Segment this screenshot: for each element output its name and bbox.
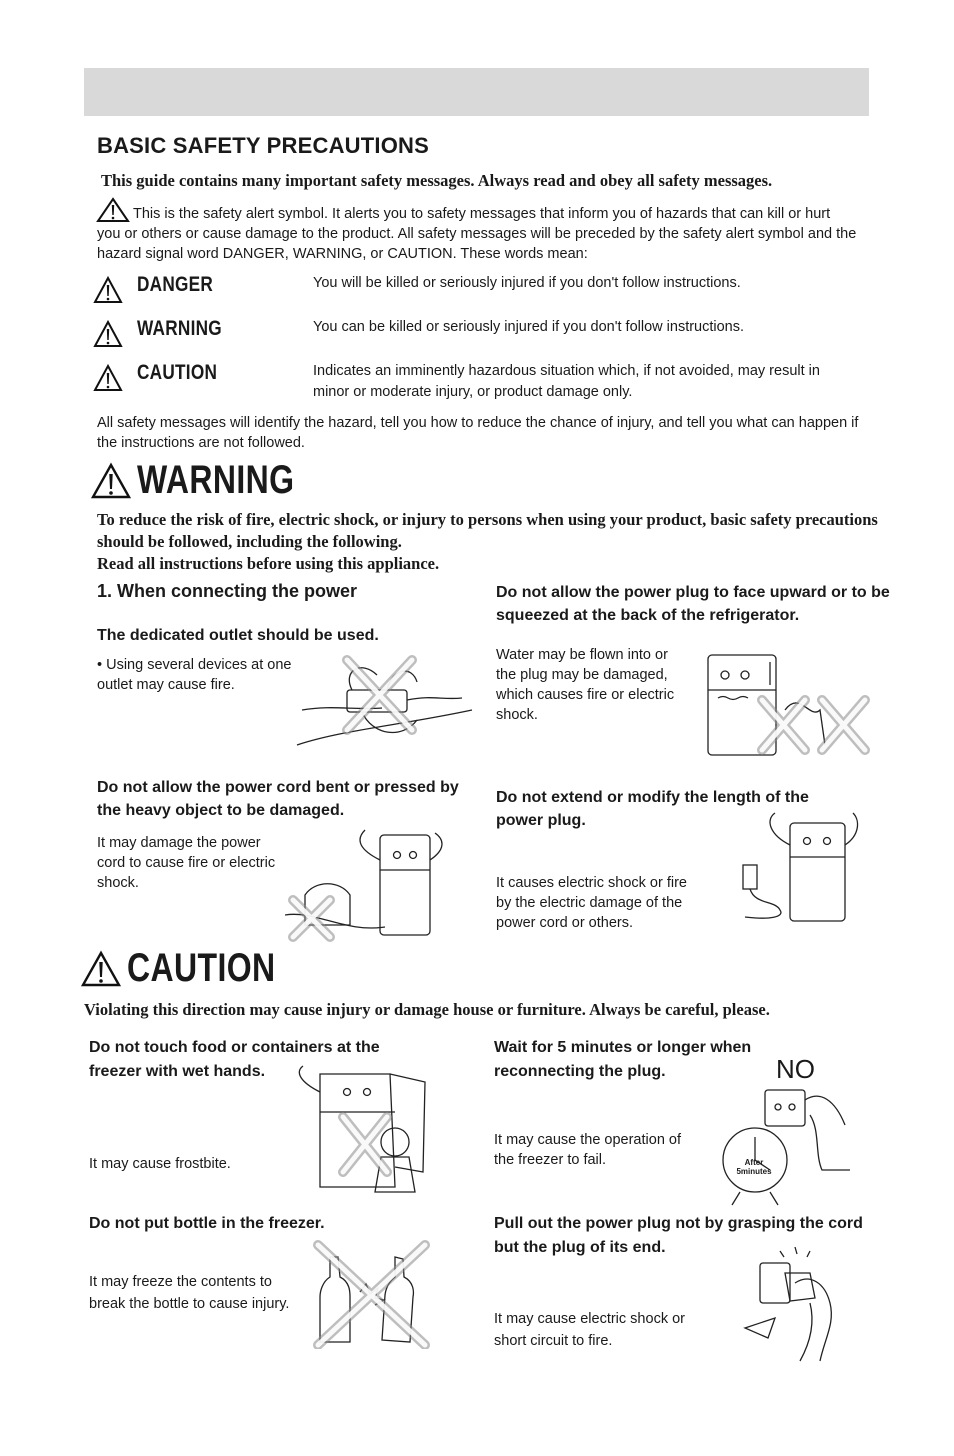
signal-word-warning: WARNING bbox=[137, 317, 222, 340]
signal-desc-caution: Indicates an imminently hazardous situation which, if not avoided, may result in minor or moderate injury, or product damage only. bbox=[313, 363, 820, 400]
warning-item-2-body: Water may be flown into or the plug may be damaged, which causes fire or electric shock. bbox=[496, 647, 675, 723]
section-title-power: 1. When connecting the power bbox=[97, 581, 358, 601]
clock-label: After 5minutes bbox=[736, 1158, 772, 1176]
signal-desc-danger: You will be killed or seriously injured if you don't follow instructions. bbox=[313, 275, 741, 291]
caution-item-3-body: It may freeze the contents to break the bottle to cause injury. bbox=[89, 1274, 290, 1312]
signal-word-caution: CAUTION bbox=[137, 361, 218, 384]
warning-heading: WARNING bbox=[137, 458, 295, 502]
warning-heading-icon bbox=[90, 462, 132, 500]
caution-item-2-title: Wait for 5 minutes or longer when reconnecting the plug. bbox=[494, 1039, 752, 1080]
page-title: BASIC SAFETY PRECAUTIONS bbox=[97, 133, 429, 158]
signal-word-danger: DANGER bbox=[137, 273, 214, 296]
all-messages-text: All safety messages will identify the hazard, tell you how to reduce the chance of injury, and tell you what can happen if the instructions are not followed. bbox=[97, 415, 859, 451]
multi-plug-illustration bbox=[292, 650, 477, 750]
caution-item-1-body: It may cause frostbite. bbox=[89, 1156, 231, 1172]
warning-lead-1: To reduce the risk of fire, electric shock, or injury to persons when using your product, basic safety precautions should be followed, including the following. bbox=[97, 510, 878, 551]
cord-extend-illustration bbox=[735, 805, 870, 923]
warning-item-3-title: Do not allow the power cord bent or pressed by the heavy object to be damaged. bbox=[97, 779, 459, 819]
header-bar bbox=[84, 68, 869, 116]
caution-alert-icon bbox=[93, 364, 123, 392]
warning-lead bbox=[97, 509, 897, 575]
warning-item-1-title: The dedicated outlet should be used. bbox=[97, 627, 379, 644]
caution-item-4-title: Pull out the power plug not by grasping the cord but the plug of its end. bbox=[494, 1215, 863, 1256]
warning-item-4-body: It causes electric shock or fire by the electric damage of the power cord or others. bbox=[496, 875, 687, 931]
intro-paragraph: This is the safety alert symbol. It alerts you to safety messages that inform you of hazards that can kill or hurt you or others or cause damage to the product. All safety messages will be preceded by the safety alert symbol and the hazard signal word DANGER, WARNING, or CAUTION. These words mean: bbox=[97, 206, 857, 262]
fridge-plug-illustration bbox=[700, 650, 875, 762]
caution-heading-icon bbox=[80, 950, 122, 988]
caution-item-3-title: Do not put bottle in the freezer. bbox=[89, 1215, 325, 1232]
caution-heading: CAUTION bbox=[127, 946, 276, 990]
wet-hands-freezer-illustration bbox=[265, 1062, 430, 1197]
danger-alert-icon bbox=[93, 276, 123, 304]
caution-item-4-body: It may cause electric shock or short circuit to fire. bbox=[494, 1311, 685, 1349]
reconnect-plug-illustration bbox=[710, 1085, 860, 1207]
warning-item-2-title: Do not allow the power plug to face upward or to be squeezed at the back of the refrigerator. bbox=[496, 584, 890, 624]
warning-item-1-body: • Using several devices at one outlet may cause fire. bbox=[97, 657, 292, 693]
pull-plug-illustration bbox=[740, 1243, 865, 1363]
warning-item-4-title: Do not extend or modify the length of the power plug. bbox=[496, 789, 809, 829]
signal-desc-warning: You can be killed or seriously injured if you don't follow instructions. bbox=[313, 319, 745, 335]
cord-pressed-illustration bbox=[285, 825, 455, 943]
caution-item-2-body: It may cause the operation of the freezer to fail. bbox=[494, 1132, 681, 1168]
warning-lead-2: Read all instructions before using this appliance. bbox=[97, 554, 440, 573]
caution-item-1-title: Do not touch food or containers at the freezer with wet hands. bbox=[89, 1039, 380, 1080]
lead-text: This guide contains many important safety messages. Always read and obey all safety messages. bbox=[101, 171, 773, 190]
no-badge: NO bbox=[776, 1054, 815, 1084]
bottle-freezer-illustration bbox=[300, 1237, 440, 1349]
warning-alert-icon bbox=[93, 320, 123, 348]
caution-lead: Violating this direction may cause injury or damage house or furniture. Always be careful, please. bbox=[84, 1000, 770, 1019]
warning-item-3-body: It may damage the power cord to cause fire or electric shock. bbox=[97, 835, 276, 891]
